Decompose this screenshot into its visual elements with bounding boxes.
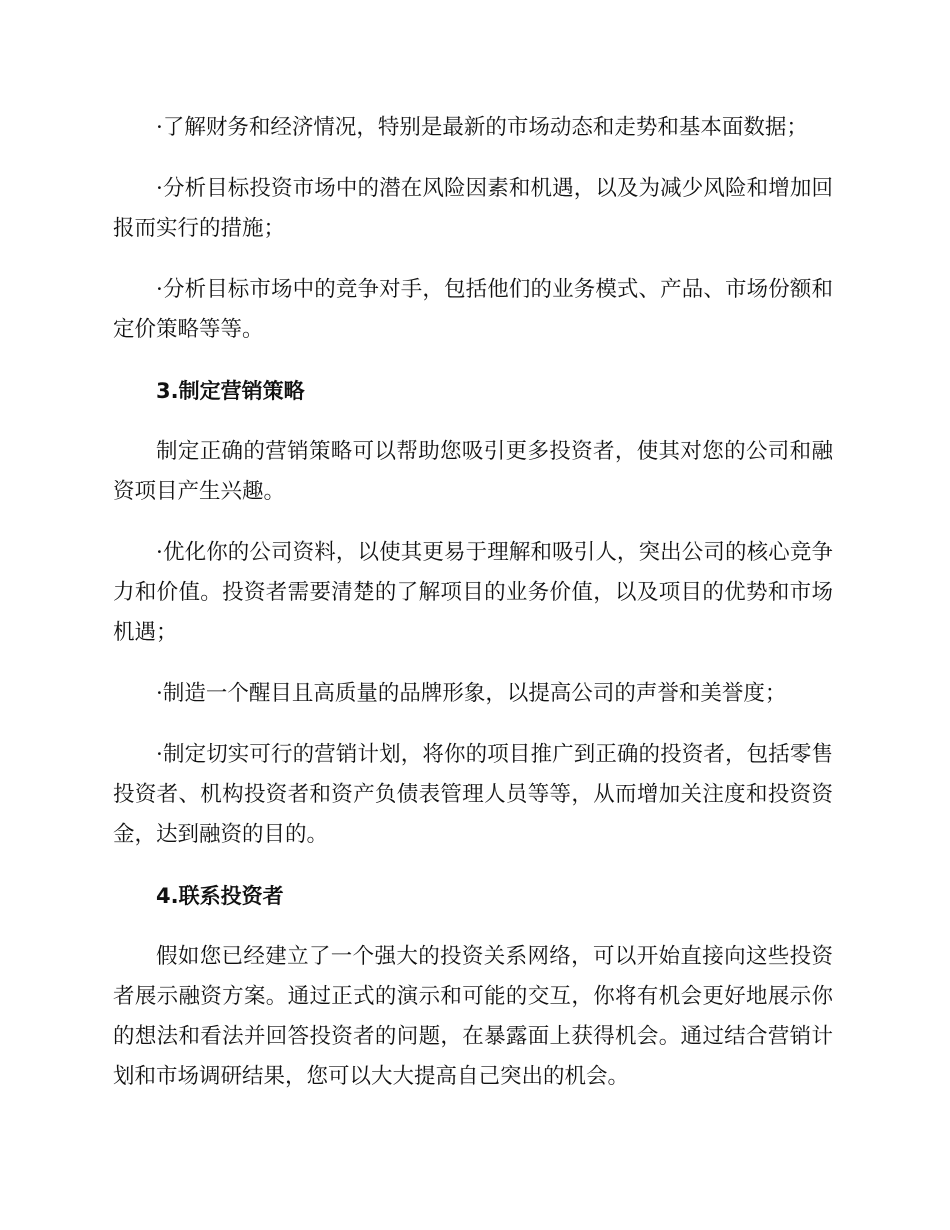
bullet-competitors: ·分析目标市场中的竞争对手，包括他们的业务模式、产品、市场份额和定价策略等等。 [113,277,833,342]
section-heading-contact-investors: 4.联系投资者 [156,884,284,908]
document-page [113,108,833,1118]
paragraph-contact-investors: 假如您已经建立了一个强大的投资关系网络，可以开始直接向这些投资者展示融资方案。通过正式的演示和可能的交互，你将有机会更好地展示你的想法和看法并回答投资者的问题，在暴露面上获得机会。通过结合营销计划和市场调研结果，您可以大大提高自己突出的机会。 [113,944,833,1089]
bullet-risk-opportunity: ·分析目标投资市场中的潜在风险因素和机遇，以及为减少风险和增加回报而实行的措施； [113,176,833,241]
bullet-marketing-plan: ·制定切实可行的营销计划，将你的项目推广到正确的投资者，包括零售投资者、机构投资者和资产负债表管理人员等等，从而增加关注度和投资资金，达到融资的目的。 [113,742,833,847]
bullet-financial-economic: ·了解财务和经济情况，特别是最新的市场动态和走势和基本面数据； [156,115,808,140]
paragraph-marketing-intro: 制定正确的营销策略可以帮助您吸引更多投资者，使其对您的公司和融资项目产生兴趣。 [113,439,833,504]
bullet-optimize-profile: ·优化你的公司资料，以使其更易于理解和吸引人，突出公司的核心竞争力和价值。投资者需要清楚的了解项目的业务价值，以及项目的优势和市场机遇； [113,540,833,645]
section-heading-marketing-strategy: 3.制定营销策略 [156,379,305,403]
bullet-brand-image: ·制造一个醒目且高质量的品牌形象，以提高公司的声誉和美誉度； [156,681,787,706]
